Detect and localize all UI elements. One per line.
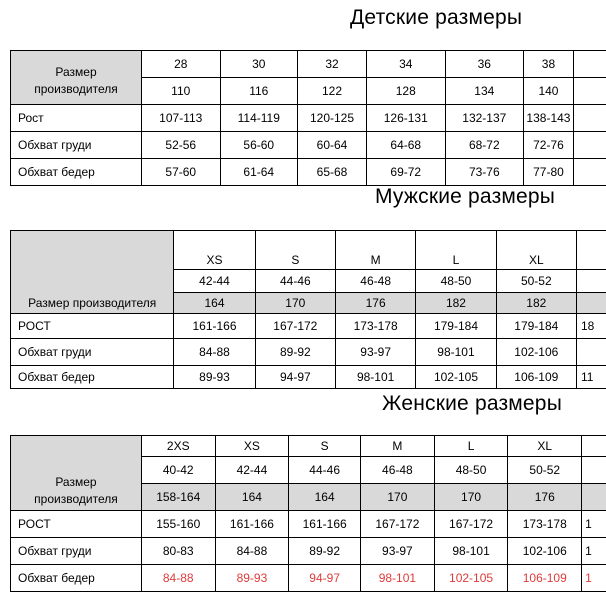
cell: 126-131 — [366, 105, 445, 132]
cell: 138-143 — [524, 105, 574, 132]
women-size: XS — [215, 436, 289, 457]
cell: 94-97 — [289, 565, 361, 592]
women-size: 2XS — [141, 436, 215, 457]
men-height: 176 — [335, 293, 415, 314]
kids-title: Детские размеры — [350, 6, 523, 29]
cell: 167-172 — [434, 511, 508, 538]
kids-size: 30 — [220, 51, 298, 78]
cell: 61-64 — [220, 159, 298, 186]
cell: 72-76 — [524, 132, 574, 159]
cell: 114-119 — [220, 105, 298, 132]
men-height: 182 — [496, 293, 576, 314]
row-label: РОСТ — [11, 314, 174, 339]
kids-height: 128 — [366, 78, 445, 105]
men-height: 170 — [255, 293, 335, 314]
cell: 89-92 — [289, 538, 361, 565]
cell: 60-64 — [298, 132, 367, 159]
cell: 106-109 — [508, 565, 582, 592]
cell: 132-137 — [445, 105, 524, 132]
cell: 179-184 — [416, 314, 496, 339]
cell: 69-72 — [366, 159, 445, 186]
kids-header-label: Размер производителя — [11, 51, 142, 105]
table-row — [11, 511, 606, 538]
women-range: 50-52 — [508, 457, 582, 484]
cell: 57-60 — [142, 159, 221, 186]
women-size: M — [361, 436, 435, 457]
cell-cut — [573, 132, 606, 159]
cell: 161-166 — [289, 511, 361, 538]
table-row — [11, 366, 606, 389]
cell: 64-68 — [366, 132, 445, 159]
men-range: 44-46 — [255, 270, 335, 293]
cell: 102-106 — [496, 339, 576, 366]
cell: 98-101 — [361, 565, 435, 592]
men-range: 42-44 — [174, 270, 255, 293]
kids-size: 32 — [298, 51, 367, 78]
cell: 106-109 — [496, 366, 576, 389]
kids-size: 36 — [445, 51, 524, 78]
cell: 80-83 — [141, 538, 215, 565]
row-label: Обхват груди — [11, 339, 174, 366]
men-header-label: Размер производителя — [11, 293, 174, 314]
kids-size-table — [10, 50, 606, 186]
cell: 102-105 — [434, 565, 508, 592]
men-range-cut — [576, 270, 606, 293]
cell: 98-101 — [416, 339, 496, 366]
women-range: 44-46 — [289, 457, 361, 484]
cell: 173-178 — [508, 511, 582, 538]
cell: 161-166 — [215, 511, 289, 538]
cell: 102-106 — [508, 538, 582, 565]
table-row — [11, 105, 606, 132]
men-header-label-top — [11, 231, 174, 270]
cell-cut — [576, 339, 606, 366]
row-label: РОСТ — [11, 511, 142, 538]
men-size: XL — [496, 231, 576, 270]
cell-cut: 18 — [576, 314, 606, 339]
cell: 161-166 — [174, 314, 255, 339]
men-size-cut — [576, 231, 606, 270]
table-row — [11, 339, 606, 366]
cell: 65-68 — [298, 159, 367, 186]
women-size: L — [434, 436, 508, 457]
men-size: XS — [174, 231, 255, 270]
men-range: 46-48 — [335, 270, 415, 293]
cell: 84-88 — [215, 538, 289, 565]
kids-height: 110 — [142, 78, 221, 105]
cell: 179-184 — [496, 314, 576, 339]
women-height: 170 — [434, 484, 508, 511]
kids-height-cut — [573, 78, 606, 105]
men-header-label-mid — [11, 270, 174, 293]
kids-height: 122 — [298, 78, 367, 105]
cell: 93-97 — [335, 339, 415, 366]
row-label: Обхват груди — [11, 538, 142, 565]
men-range: 50-52 — [496, 270, 576, 293]
women-title: Женские размеры — [382, 392, 562, 415]
cell: 98-101 — [434, 538, 508, 565]
kids-size: 28 — [142, 51, 221, 78]
men-range: 48-50 — [416, 270, 496, 293]
cell: 56-60 — [220, 132, 298, 159]
table-row — [11, 132, 606, 159]
women-size: XL — [508, 436, 582, 457]
men-height: 164 — [174, 293, 255, 314]
women-size-cut — [582, 436, 606, 457]
cell: 155-160 — [141, 511, 215, 538]
women-height-cut — [582, 484, 606, 511]
women-range: 46-48 — [361, 457, 435, 484]
women-header-label-top — [11, 436, 142, 457]
kids-height: 116 — [220, 78, 298, 105]
row-label: Обхват бедер — [11, 366, 174, 389]
cell-cut: 11 — [576, 366, 606, 389]
men-height-cut — [576, 293, 606, 314]
cell: 173-178 — [335, 314, 415, 339]
cell: 89-93 — [174, 366, 255, 389]
cell: 89-93 — [215, 565, 289, 592]
kids-size-cut — [573, 51, 606, 78]
women-height: 158-164 — [141, 484, 215, 511]
men-height: 182 — [416, 293, 496, 314]
cell: 52-56 — [142, 132, 221, 159]
cell: 167-172 — [255, 314, 335, 339]
women-header-label: Размер производителя — [11, 457, 142, 511]
men-size: S — [255, 231, 335, 270]
women-size-table — [10, 435, 606, 592]
cell: 102-105 — [416, 366, 496, 389]
cell-cut: 1 — [582, 565, 606, 592]
women-range: 48-50 — [434, 457, 508, 484]
cell: 84-88 — [141, 565, 215, 592]
women-height: 164 — [215, 484, 289, 511]
cell: 98-101 — [335, 366, 415, 389]
women-height: 164 — [289, 484, 361, 511]
cell: 68-72 — [445, 132, 524, 159]
cell: 89-92 — [255, 339, 335, 366]
cell: 107-113 — [142, 105, 221, 132]
women-size: S — [289, 436, 361, 457]
table-row — [11, 159, 606, 186]
women-range-cut — [582, 457, 606, 484]
kids-size: 34 — [366, 51, 445, 78]
cell: 94-97 — [255, 366, 335, 389]
cell: 167-172 — [361, 511, 435, 538]
men-size: L — [416, 231, 496, 270]
kids-height: 134 — [445, 78, 524, 105]
table-row — [11, 565, 606, 592]
row-label: Рост — [11, 105, 142, 132]
cell-cut: 1 — [582, 538, 606, 565]
cell: 120-125 — [298, 105, 367, 132]
men-size: M — [335, 231, 415, 270]
row-label: Обхват бедер — [11, 159, 142, 186]
women-height: 176 — [508, 484, 582, 511]
men-size-table — [10, 230, 606, 389]
cell-cut — [573, 159, 606, 186]
cell-cut: 1 — [582, 511, 606, 538]
table-row — [11, 314, 606, 339]
table-row — [11, 538, 606, 565]
row-label: Обхват груди — [11, 132, 142, 159]
women-range: 42-44 — [215, 457, 289, 484]
men-title: Мужские размеры — [375, 185, 556, 208]
kids-height: 140 — [524, 78, 574, 105]
kids-size: 38 — [524, 51, 574, 78]
cell: 93-97 — [361, 538, 435, 565]
cell: 77-80 — [524, 159, 574, 186]
cell: 84-88 — [174, 339, 255, 366]
women-range: 40-42 — [141, 457, 215, 484]
cell-cut — [573, 105, 606, 132]
cell: 73-76 — [445, 159, 524, 186]
row-label: Обхват бедер — [11, 565, 142, 592]
women-height: 170 — [361, 484, 435, 511]
